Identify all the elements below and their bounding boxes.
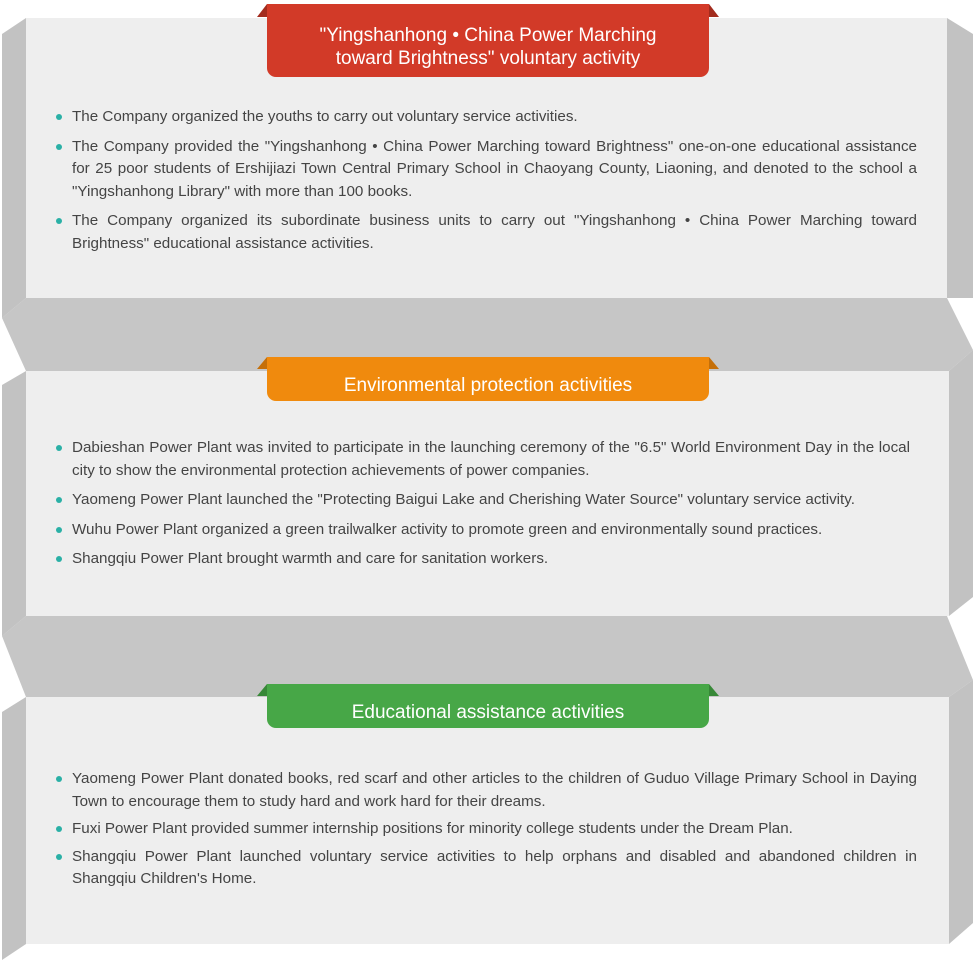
section-title-line: Environmental protection activities — [343, 374, 633, 396]
section-title-line: "Yingshanhong • China Power Marching — [319, 25, 657, 46]
environmental-activities-list — [50, 437, 910, 578]
section-title-line: Educational assistance activities — [351, 701, 625, 723]
section-title-educational — [267, 696, 709, 728]
list-item: Wuhu Power Plant organized a green trailwalker activity to promote green and environmentally sound practices. — [72, 519, 910, 542]
list-item: Fuxi Power Plant provided summer internship positions for minority college students under the Dream Plan. — [72, 818, 917, 841]
list-item: The Company provided the "Yingshanhong • China Power Marching toward Brightness" one-on-one educational assistance for 25 poor students of Ershijiazi Town Central Primary School in Chaoyang County, Liaoning, and denoted to the school a "Yingshanhong Library" with more than 100 books. — [72, 136, 917, 204]
list-item: Yaomeng Power Plant donated books, red scarf and other articles to the children of Guduo Village Primary School in Daying Town to encourage them to study hard and work hard for their dreams. — [72, 768, 917, 813]
voluntary-activities-list — [50, 106, 917, 262]
section-title-voluntary — [267, 17, 709, 77]
list-item: Dabieshan Power Plant was invited to participate in the launching ceremony of the "6.5" World Environment Day in the local city to show the environmental protection achievements of power companies. — [72, 437, 910, 482]
list-item: The Company organized the youths to carry out voluntary service activities. — [72, 106, 917, 129]
section-title-environmental — [267, 369, 709, 401]
list-item: The Company organized its subordinate business units to carry out "Yingshanhong • China Power Marching toward Brightness" educational assistance activities. — [72, 210, 917, 255]
educational-activities-list — [50, 768, 917, 896]
list-item: Shangqiu Power Plant brought warmth and care for sanitation workers. — [72, 548, 910, 571]
list-item: Shangqiu Power Plant launched voluntary service activities to help orphans and disabled and abandoned children in Shangqiu Children's Home. — [72, 846, 917, 891]
section-title-line: toward Brightness" voluntary activity — [335, 48, 641, 69]
list-item: Yaomeng Power Plant launched the "Protecting Baigui Lake and Cherishing Water Source" voluntary service activity. — [72, 489, 910, 512]
